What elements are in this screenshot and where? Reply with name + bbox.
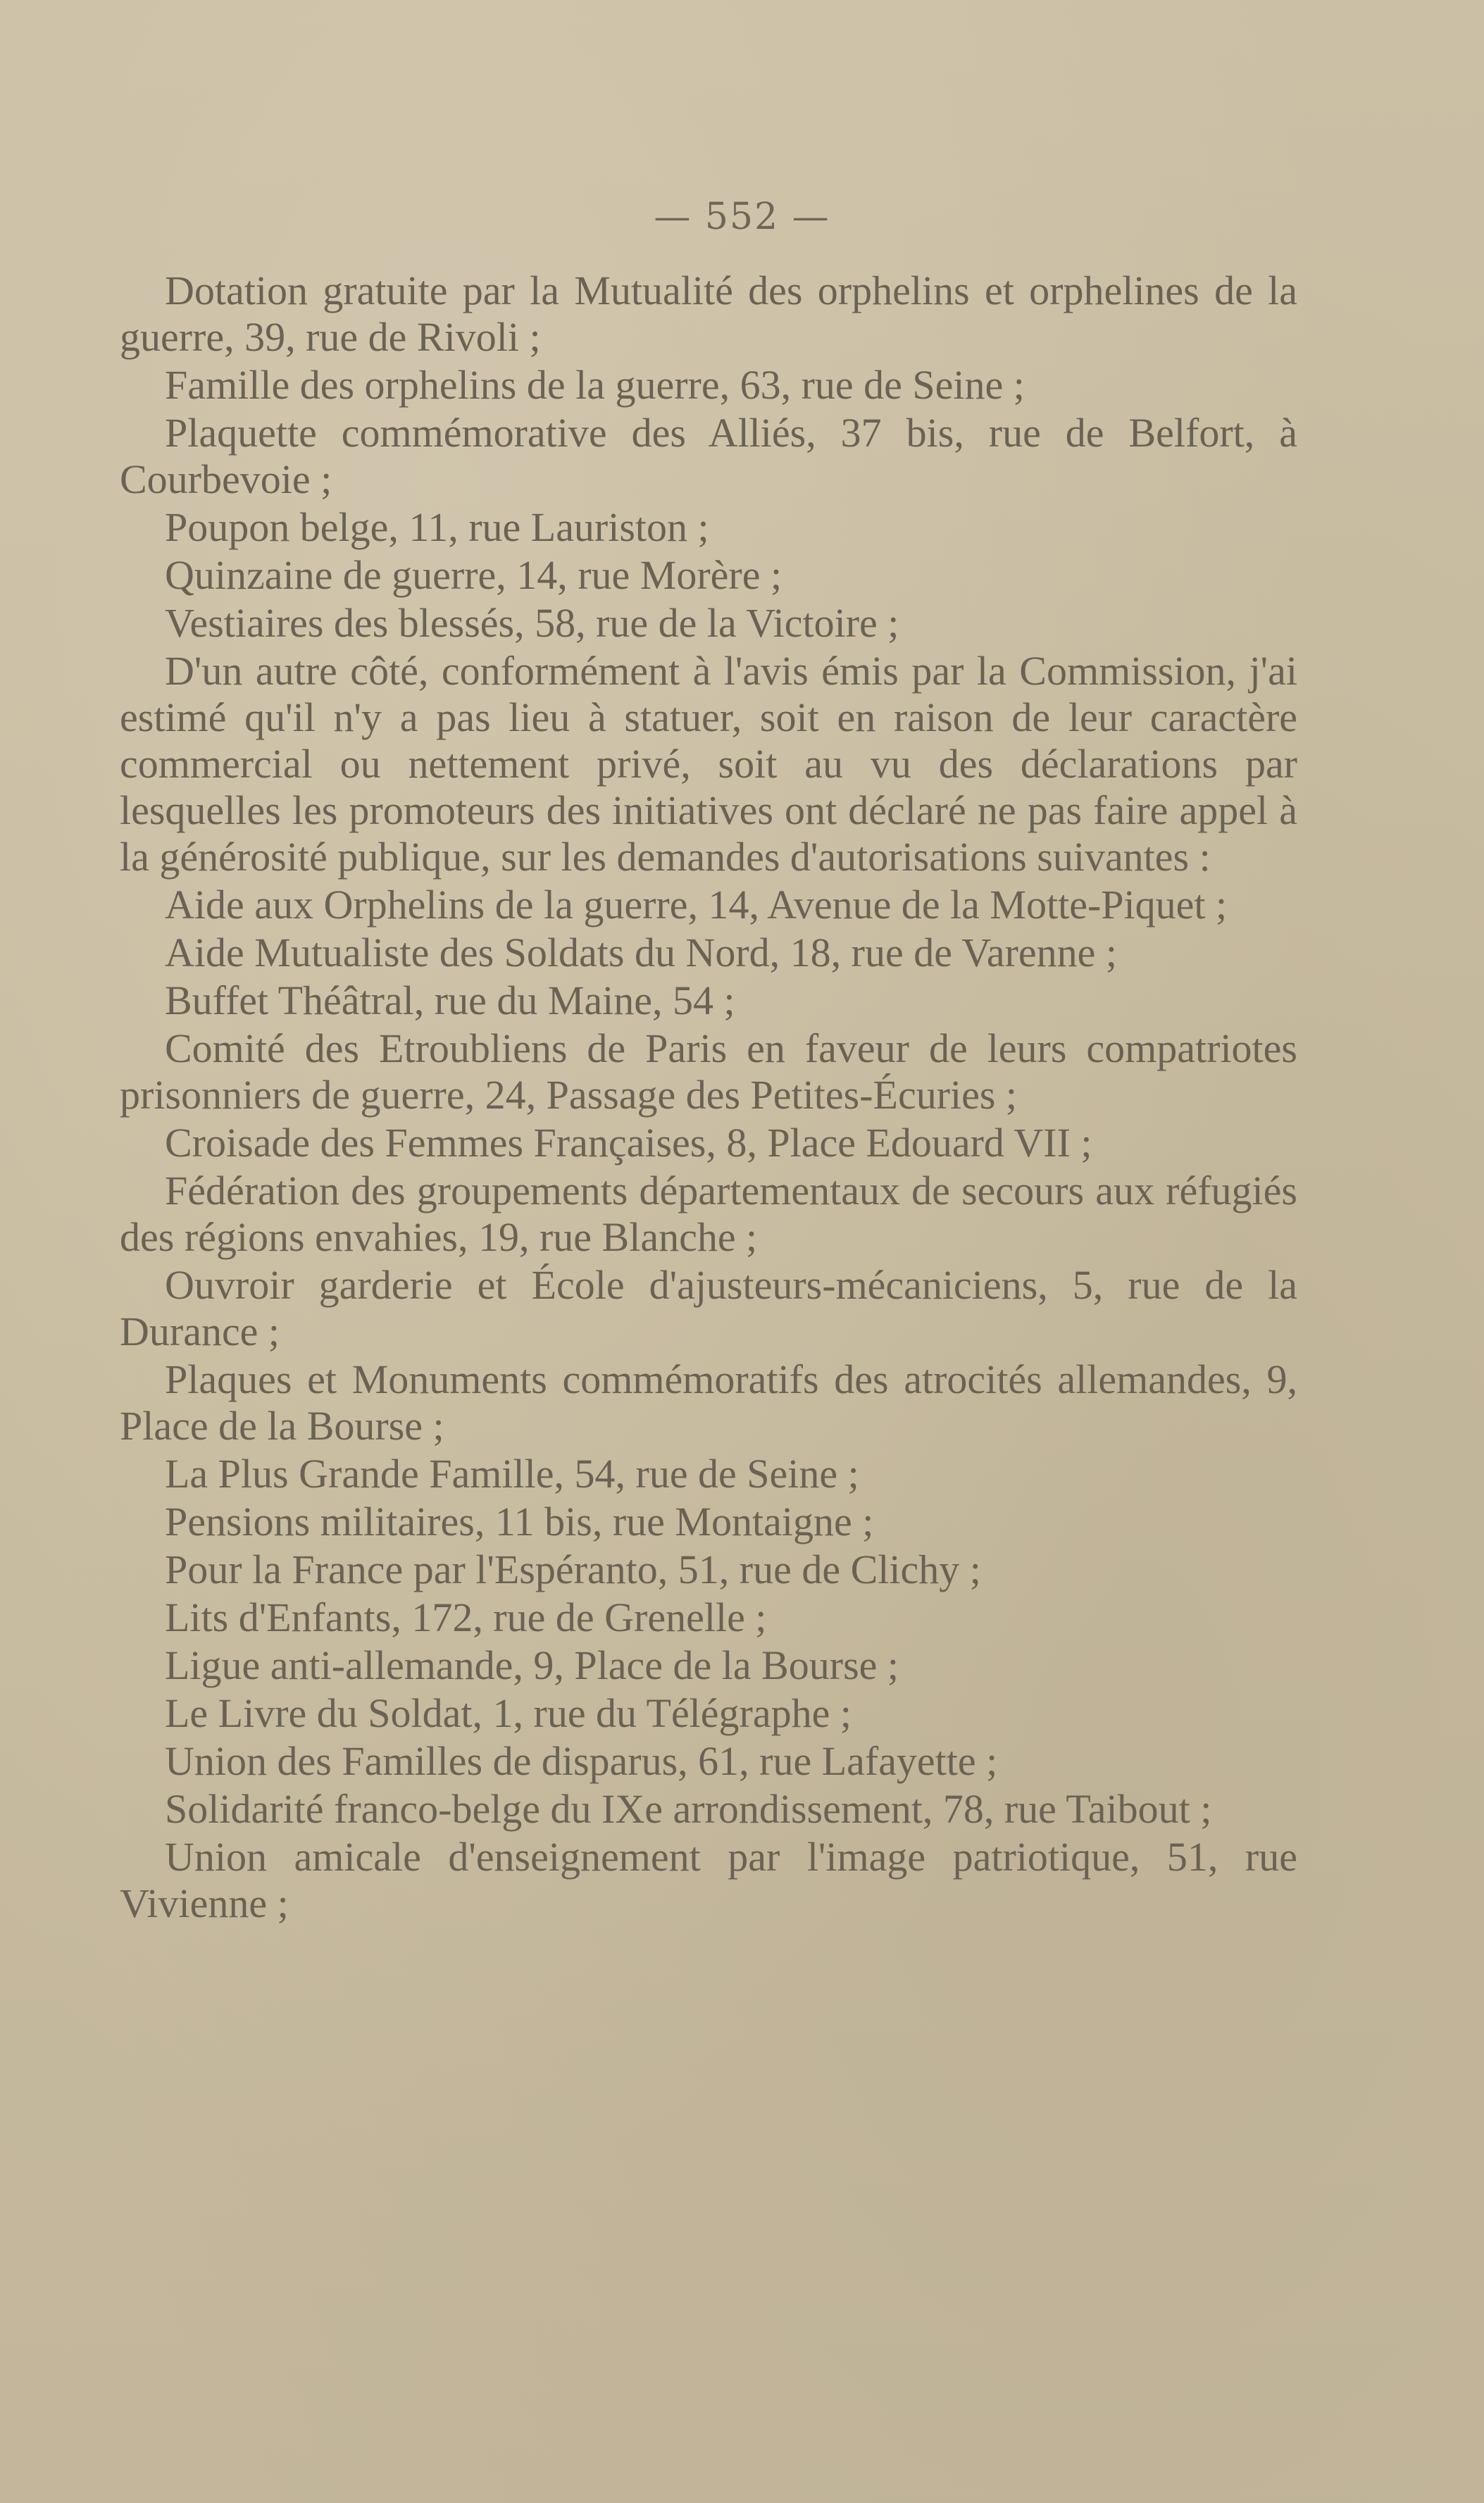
paragraph: Vestiaires des blessés, 58, rue de la Victoire ; [165,600,899,646]
paragraph: Plaquette commémorative des Alliés, 37 bis, rue de Belfort, à Courbevoie ; [120,410,1297,502]
paragraph: Pour la France par l'Espéranto, 51, rue de Clichy ; [165,1547,981,1592]
paragraph: Poupon belge, 11, rue Lauriston ; [165,504,709,550]
paragraph: Union des Familles de disparus, 61, rue Lafayette ; [165,1738,998,1784]
paragraph: Aide aux Orphelins de la guerre, 14, Avenue de la Motte-Piquet ; [165,882,1228,928]
paragraph: Plaques et Monuments commémoratifs des atrocités allemandes, 9, Place de la Bourse ; [120,1356,1297,1449]
paragraph: Pensions militaires, 11 bis, rue Montaigne ; [165,1499,874,1544]
paragraph: Ligue anti-allemande, 9, Place de la Bourse ; [165,1642,899,1688]
paragraph: Famille des orphelins de la guerre, 63, rue de Seine ; [165,362,1025,408]
paragraph: D'un autre côté, conformément à l'avis émis par la Commission, j'ai estimé qu'il n'y a pas lieu à statuer, soit en raison de leur caractère commercial ou nettement privé, soit au vu des déclarations par lesquelles les promoteurs des initiatives ont déclaré ne pas faire appel à la générosité publique, sur les demandes d'autorisations suivantes : [120,648,1297,880]
body-text [120,268,1297,1928]
paragraph: Ouvroir garderie et École d'ajusteurs-mécaniciens, 5, rue de la Durance ; [120,1262,1297,1354]
paragraph: Dotation gratuite par la Mutualité des orphelins et orphelines de la guerre, 39, rue de Rivoli ; [120,268,1297,360]
paragraph: Union amicale d'enseignement par l'image patriotique, 51, rue Vivienne ; [120,1834,1297,1926]
paragraph: Croisade des Femmes Françaises, 8, Place Edouard VII ; [165,1120,1092,1166]
paragraph: Le Livre du Soldat, 1, rue du Télégraphe ; [165,1690,852,1736]
paragraph: Lits d'Enfants, 172, rue de Grenelle ; [165,1594,767,1640]
paragraph: Comité des Etroubliens de Paris en faveur de leurs compatriotes prisonniers de guerre, 24, Passage des Petites-Écuries ; [120,1025,1297,1118]
paragraph: Solidarité franco-belge du IXe arrondissement, 78, rue Taibout ; [165,1786,1212,1832]
paragraph: Aide Mutualiste des Soldats du Nord, 18, rue de Varenne ; [165,930,1118,975]
paragraph: Buffet Théâtral, rue du Maine, 54 ; [165,978,735,1023]
page-number: — 552 — [654,196,830,238]
paragraph: Fédération des groupements départementaux de secours aux réfugiés des régions envahies, 19, rue Blanche ; [120,1168,1297,1260]
paragraph: La Plus Grande Famille, 54, rue de Seine ; [165,1451,859,1497]
paragraph: Quinzaine de guerre, 14, rue Morère ; [165,552,782,598]
